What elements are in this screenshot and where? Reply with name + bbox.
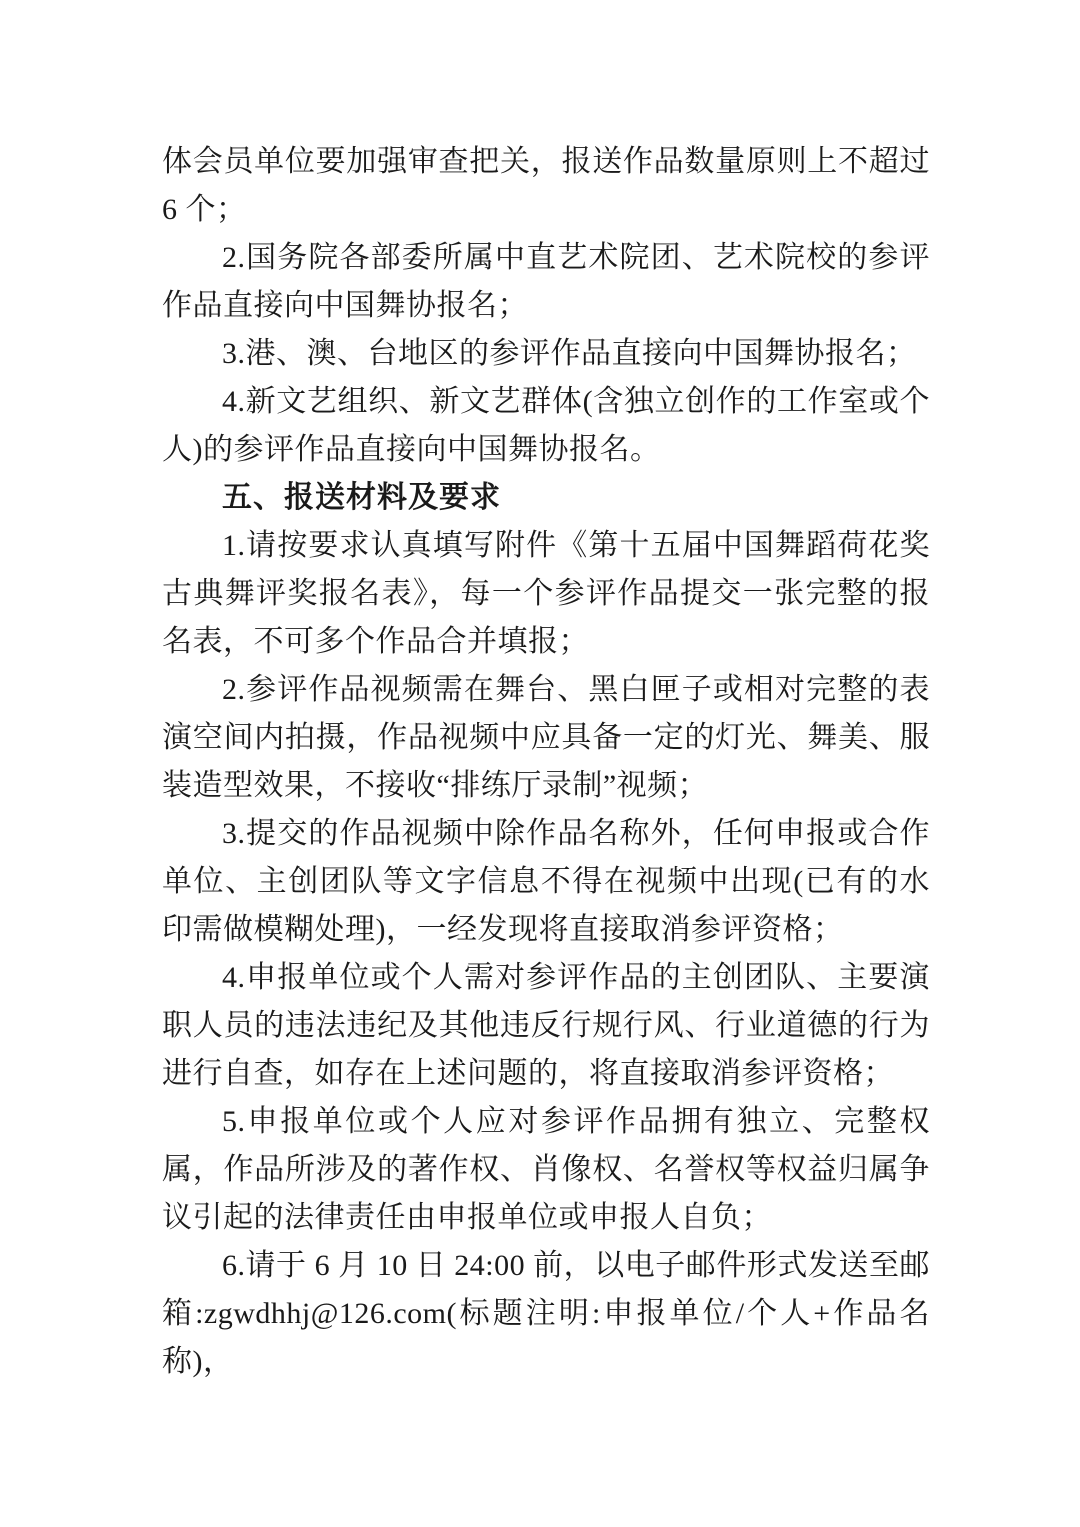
section-heading-materials-requirements: 五、报送材料及要求 — [222, 481, 501, 514]
document-text-column — [162, 138, 930, 1386]
paragraph-requirement-4: 4.申报单位或个人需对参评作品的主创团队、主要演职人员的违法违纪及其他违反行规行风、行业道德的行为进行自查，如存在上述问题的，将直接取消参评资格； — [162, 961, 930, 1090]
paragraph-requirement-6: 6.请于 6 月 10 日 24:00 前，以电子邮件形式发送至邮箱:zgwdhhj@126.com(标题注明:申报单位/个人+作品名称)， — [162, 1249, 930, 1378]
paragraph-requirement-5: 5.申报单位或个人应对参评作品拥有独立、完整权属，作品所涉及的著作权、肖像权、名誉权等权益归属争议引起的法律责任由申报单位或申报人自负； — [162, 1105, 930, 1234]
paragraph-continuation: 体会员单位要加强审查把关，报送作品数量原则上不超过 6 个； — [162, 145, 930, 226]
paragraph-requirement-1: 1.请按要求认真填写附件《第十五届中国舞蹈荷花奖古典舞评奖报名表》，每一个参评作品提交一张完整的报名表，不可多个作品合并填报； — [162, 529, 930, 658]
paragraph-requirement-3: 3.提交的作品视频中除作品名称外，任何申报或合作单位、主创团队等文字信息不得在视频中出现(已有的水印需做模糊处理)，一经发现将直接取消参评资格； — [162, 817, 930, 946]
paragraph-item-3: 3.港、澳、台地区的参评作品直接向中国舞协报名； — [222, 337, 917, 370]
paragraph-requirement-2: 2.参评作品视频需在舞台、黑白匣子或相对完整的表演空间内拍摄，作品视频中应具备一定的灯光、舞美、服装造型效果，不接收“排练厅录制”视频； — [162, 673, 930, 802]
paragraph-item-4: 4.新文艺组织、新文艺群体(含独立创作的工作室或个人)的参评作品直接向中国舞协报名。 — [162, 385, 930, 466]
paragraph-item-2: 2.国务院各部委所属中直艺术院团、艺术院校的参评作品直接向中国舞协报名； — [162, 241, 930, 322]
